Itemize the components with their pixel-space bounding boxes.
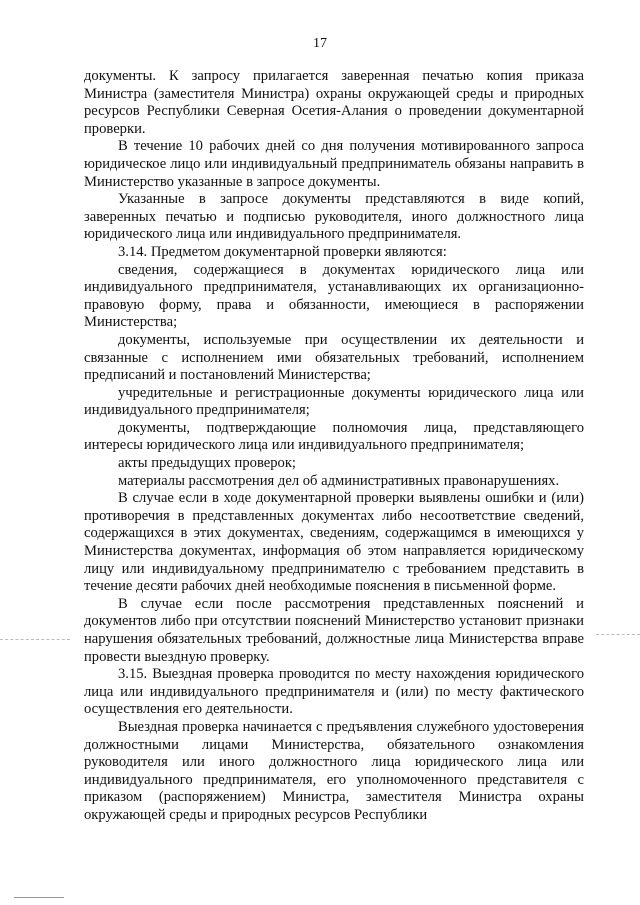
list-item: документы, подтверждающие полномочия лица, представляющего интересы юридического лица или индивидуального предпринимателя; (84, 419, 584, 454)
list-item: материалы рассмотрения дел об административных правонарушениях. (118, 472, 560, 489)
list-item: учредительные и регистрационные документы юридического лица или индивидуального предпринимателя; (84, 384, 584, 419)
section-heading: 3.15. Выездная проверка проводится по месту нахождения юридического лица или индивидуального предпринимателя и (или) по месту фактического осуществления его деятельности. (84, 666, 584, 718)
paragraph: В случае если в ходе документарной проверки выявлены ошибки и (или) противоречия в представленных документах либо несоответствие сведений, содержащихся в этих документах, сведениям, содержащимся в имеющихся у Министерства документах, информация об этом направляется юридическому лицу или индивидуальному предпринимателю с требованием представить в течение десяти рабочих дней необходимые пояснения в письменной форме. (84, 490, 584, 595)
list-item: сведения, содержащиеся в документах юридического лица или индивидуального предпринимателя, устанавливающих их организационно-правовую форму, права и обязанности, имеющиеся в распоряжении Министерства; (84, 261, 584, 331)
footer-rule (14, 897, 64, 898)
paragraph: В случае если после рассмотрения представленных пояснений и документов либо при отсутствии пояснений Министерство установит признаки нарушения обязательных требований, должностные лица Министерства вправе провести выездную проверку. (84, 595, 584, 665)
page-number: 17 (313, 36, 327, 51)
paragraph: документы. К запросу прилагается заверенная печатью копия приказа Министра (заместителя Министра) охраны окружающей среды и природных ресурсов Республики Северная Осетия-Алания о проведении документарной проверки. (84, 68, 584, 137)
paragraph: Выездная проверка начинается с предъявления служебного удостоверения должностными лицами Министерства, обязательного ознакомления руководителя или иного должностного лица юридического лица или индивидуального предпринимателя, его уполномоченного представителя с приказом (распоряжением) Министра, заместителя Министра охраны окружающей среды и природных ресурсов Республики (84, 718, 584, 823)
paragraph: В течение 10 рабочих дней со дня получения мотивированного запроса юридическое лицо или индивидуальный предприниматель обязаны направить в Министерство указанные в запросе документы. (84, 138, 584, 190)
scan-artifact-line (0, 639, 70, 640)
paragraph: Указанные в запросе документы представляются в виде копий, заверенных печатью и подписью руководителя, иного должностного лица юридического лица или индивидуального предпринимателя. (84, 191, 584, 243)
body-text (84, 68, 584, 825)
list-item: акты предыдущих проверок; (118, 455, 296, 472)
section-heading: 3.14. Предметом документарной проверки являются: (118, 243, 447, 260)
list-item: документы, используемые при осуществлении их деятельности и связанные с исполнением ими обязательных требований, исполнением предписаний и постановлений Министерства; (84, 331, 584, 384)
scan-artifact-line (596, 634, 640, 635)
